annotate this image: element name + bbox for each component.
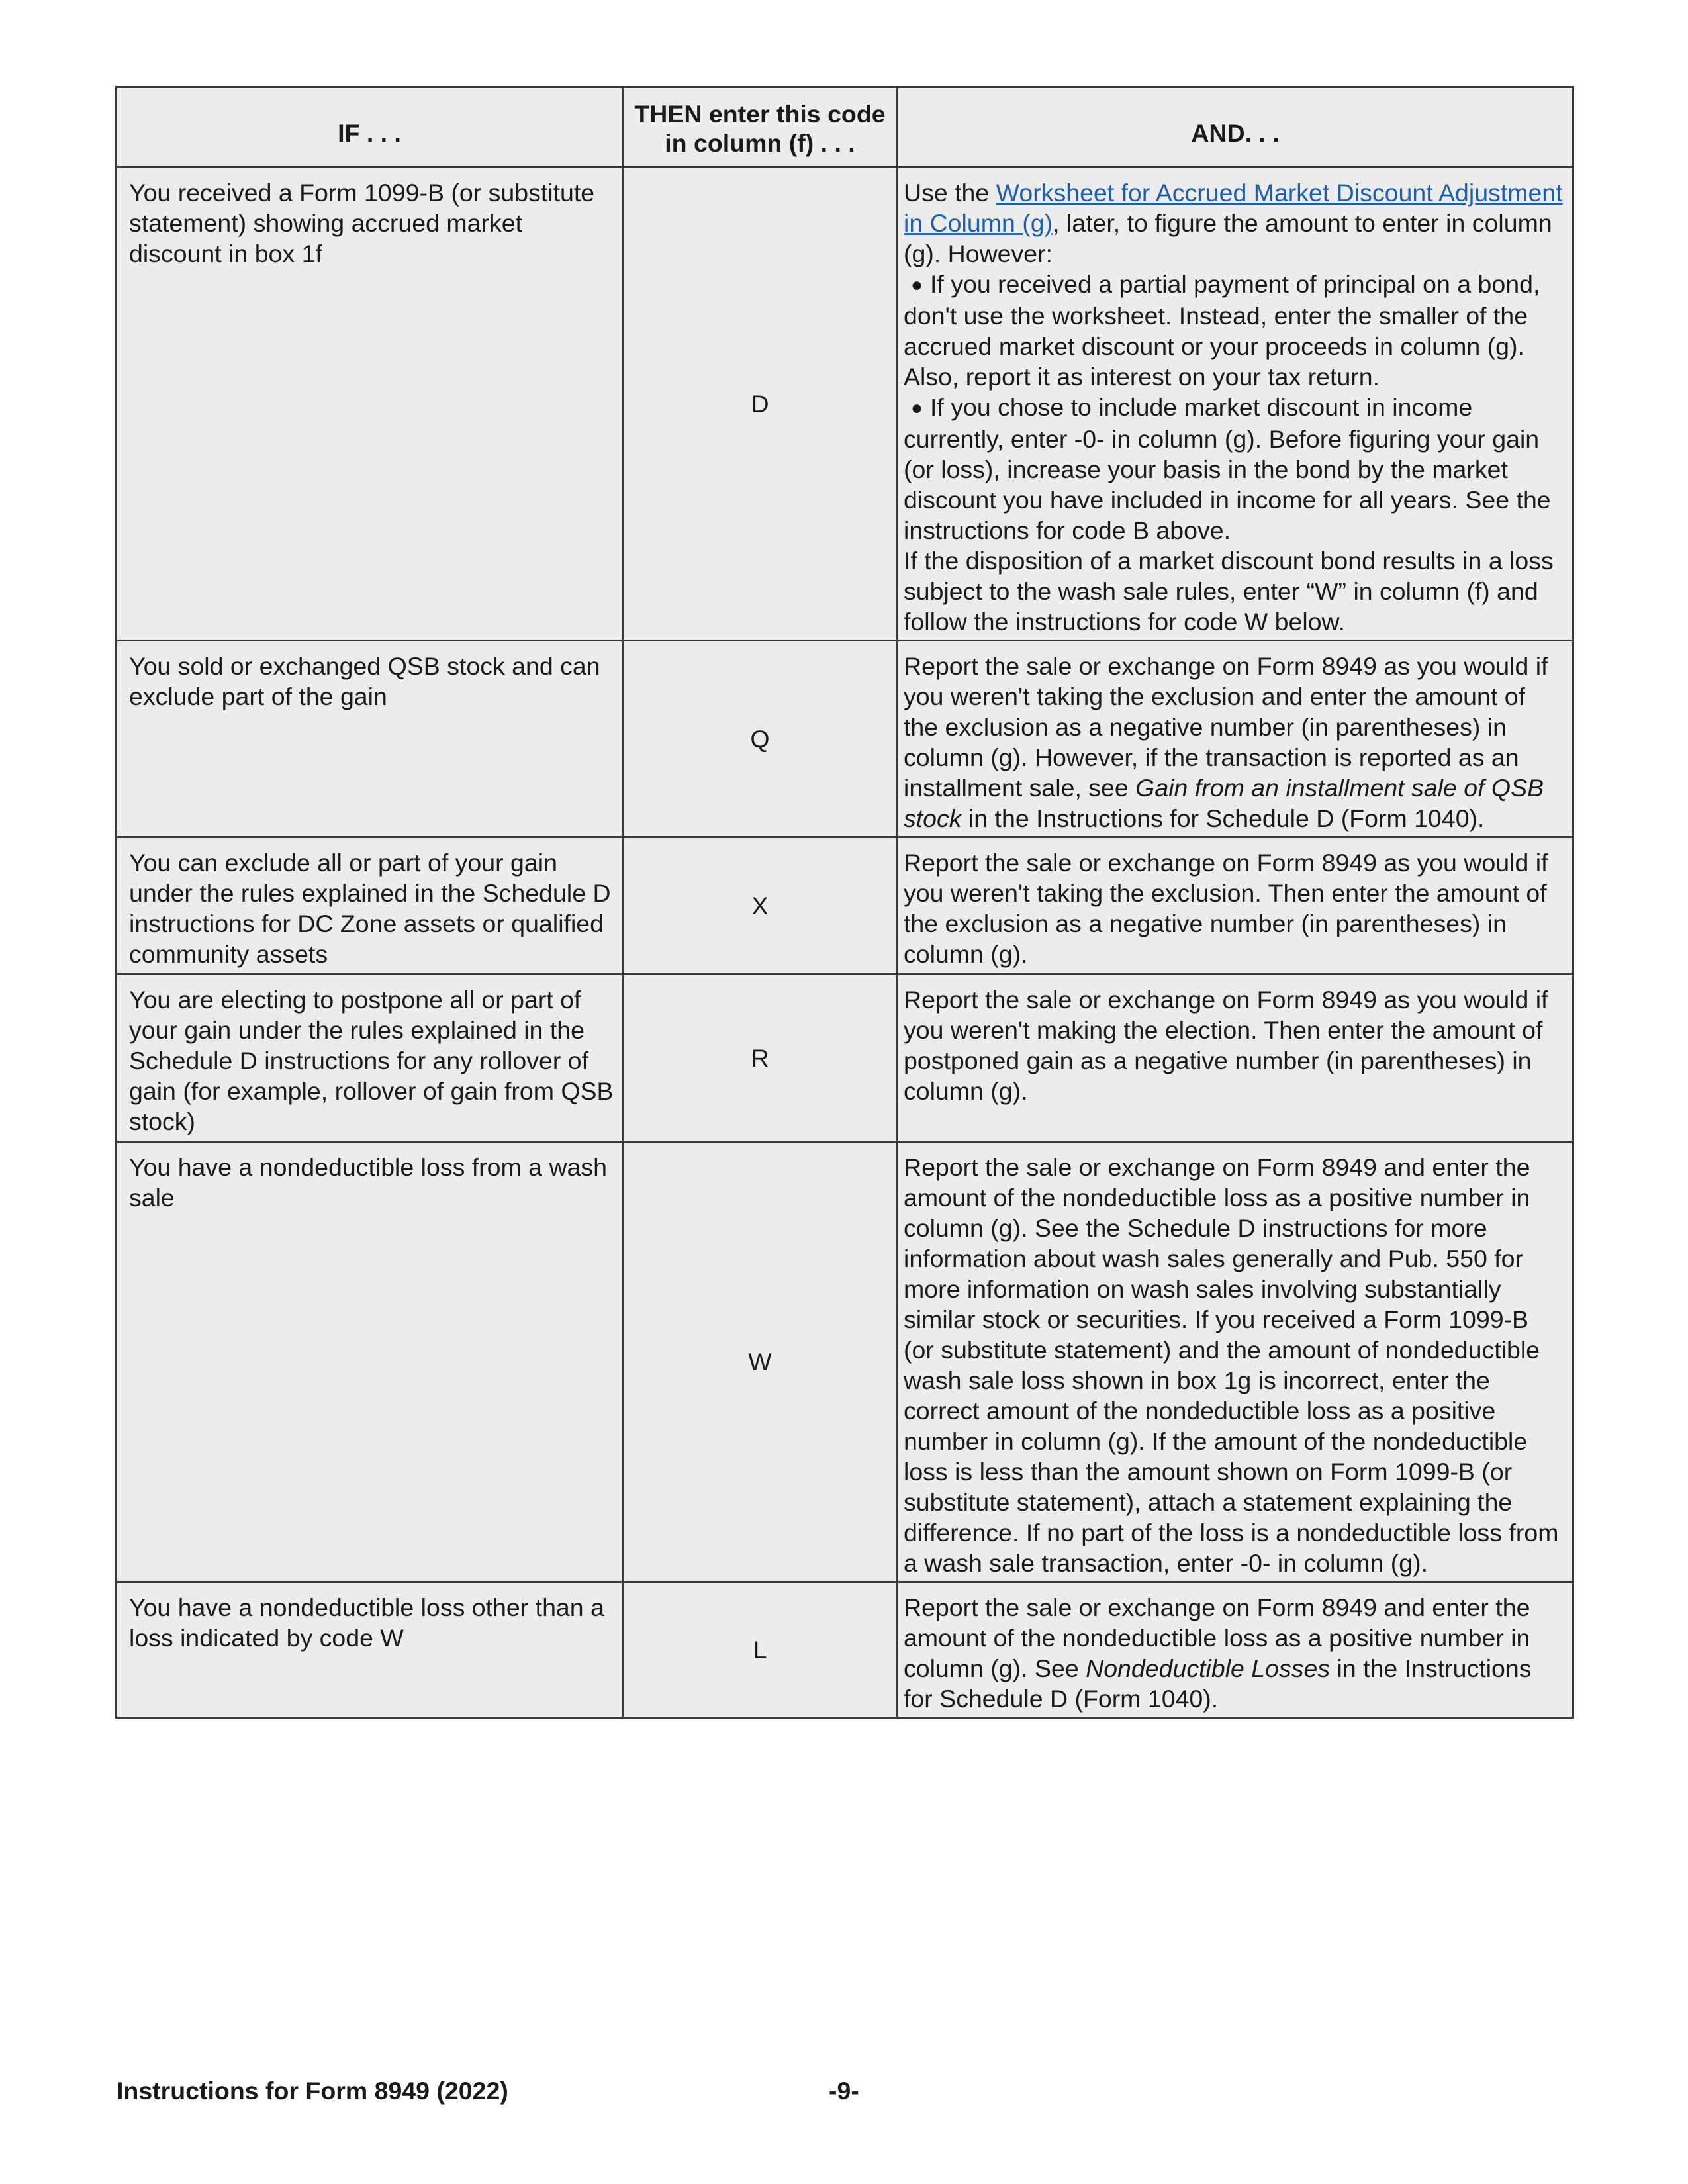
code-cell: D xyxy=(623,167,898,641)
footer-title: Instructions for Form 8949 (2022) xyxy=(117,2077,508,2105)
code-cell: W xyxy=(623,1142,898,1582)
and-intro-post: , later, to figure the amount to enter in column (g). However: xyxy=(904,209,1552,267)
table-header-row xyxy=(117,87,1573,167)
table-row-code-d xyxy=(117,167,1573,641)
and-tail: If the disposition of a market discount bond results in a loss subject to the wash sale rules, enter “W” in column (f) and follow the instructions for code W below. xyxy=(904,547,1554,636)
bullet-icon: ● xyxy=(910,274,923,296)
and-text-italic: Nondeductible Losses xyxy=(1086,1654,1331,1682)
and-cell: Report the sale or exchange on Form 8949 as you would if you weren't making the election. Then enter the amount of postponed gain as a negative number (in parentheses) in column (g). xyxy=(898,974,1573,1142)
if-cell: You can exclude all or part of your gain under the rules explained in the Schedule D instructions for DC Zone assets or qualified community assets xyxy=(117,837,623,974)
code-cell: Q xyxy=(623,641,898,837)
and-text-post: in the Instructions for Schedule D (Form 1040). xyxy=(904,1654,1532,1713)
and-text-italic: Gain from an installment sale of QSB stock xyxy=(904,774,1544,832)
and-intro xyxy=(904,177,1566,269)
and-cell xyxy=(898,641,1573,837)
if-cell: You are electing to postpone all or part of your gain under the rules explained in the Schedule D instructions for any rollover of gain (for example, rollover of gain from QSB stock) xyxy=(117,974,623,1142)
table-row-code-q xyxy=(117,641,1573,837)
if-cell: You received a Form 1099-B (or substitute statement) showing accrued market discount in box 1f xyxy=(117,167,623,641)
table-row-code-l xyxy=(117,1582,1573,1718)
if-cell: You have a nondeductible loss from a wash sale xyxy=(117,1142,623,1582)
header-if: IF . . . xyxy=(117,87,623,167)
and-intro-pre: Use the xyxy=(904,179,996,207)
bullet-text: If you received a partial payment of principal on a bond, don't use the worksheet. Instead, enter the smaller of the accrued market discount or your proceeds in column (g). Also, report it as interest on your tax return. xyxy=(904,270,1540,391)
table-row-code-w xyxy=(117,1142,1573,1582)
and-text-pre: Report the sale or exchange on Form 8949 and enter the amount of the nondeductible loss as a positive number in column (g). See xyxy=(904,1593,1530,1682)
codes-table xyxy=(115,86,1574,1719)
worksheet-link[interactable]: Worksheet for Accrued Market Discount Adjustment in Column (g) xyxy=(904,179,1563,237)
bullet-icon: ● xyxy=(910,397,923,419)
and-cell xyxy=(898,1582,1573,1718)
header-then-line2: in column (f) . . . xyxy=(665,129,855,157)
header-then xyxy=(623,87,898,167)
code-cell: X xyxy=(623,837,898,974)
table-row-code-r xyxy=(117,974,1573,1142)
and-cell xyxy=(898,167,1573,641)
header-then-line1: THEN enter this code xyxy=(634,100,886,128)
code-cell: L xyxy=(623,1582,898,1718)
code-cell: R xyxy=(623,974,898,1142)
page-number: -9- xyxy=(829,2077,859,2105)
and-cell: Report the sale or exchange on Form 8949 and enter the amount of the nondeductible loss as a positive number in column (g). See the Schedule D instructions for more information about wash sales generally and Pub. 550 for more information on wash sales involving substantially similar stock or securities. If you received a Form 1099-B (or substitute statement) and the amount of nondeductible wash sale loss shown in box 1g is incorrect, enter the correct amount of the nondeductible loss as a positive number in column (g). If the amount of the nondeductible loss is less than the amount shown on Form 1099-B (or substitute statement), attach a statement explaining the difference. If no part of the loss is a nondeductible loss from a wash sale transaction, enter -0- in column (g). xyxy=(898,1142,1573,1582)
bullet-text: If you chose to include market discount in income currently, enter -0- in column (g). Before figuring your gain (or loss), increase your basis in the bond by the market discount you have included in income for all years. See the instructions for code B above. xyxy=(904,393,1551,544)
and-text-pre: Report the sale or exchange on Form 8949 as you would if you weren't taking the exclusion and enter the amount of the exclusion as a negative number (in parentheses) in column (g). However, if the transaction is reported as an installment sale, see xyxy=(904,652,1548,802)
bullet-partial-payment xyxy=(904,269,1566,392)
and-cell: Report the sale or exchange on Form 8949 as you would if you weren't taking the exclusion. Then enter the amount of the exclusion as a negative number (in parentheses) in column (g). xyxy=(898,837,1573,974)
and-text-post: in the Instructions for Schedule D (Form 1040). xyxy=(961,804,1485,832)
bullet-include-income xyxy=(904,392,1566,546)
table-row-code-x xyxy=(117,837,1573,974)
if-cell: You have a nondeductible loss other than a loss indicated by code W xyxy=(117,1582,623,1718)
if-cell: You sold or exchanged QSB stock and can exclude part of the gain xyxy=(117,641,623,837)
header-and: AND. . . xyxy=(898,87,1573,167)
